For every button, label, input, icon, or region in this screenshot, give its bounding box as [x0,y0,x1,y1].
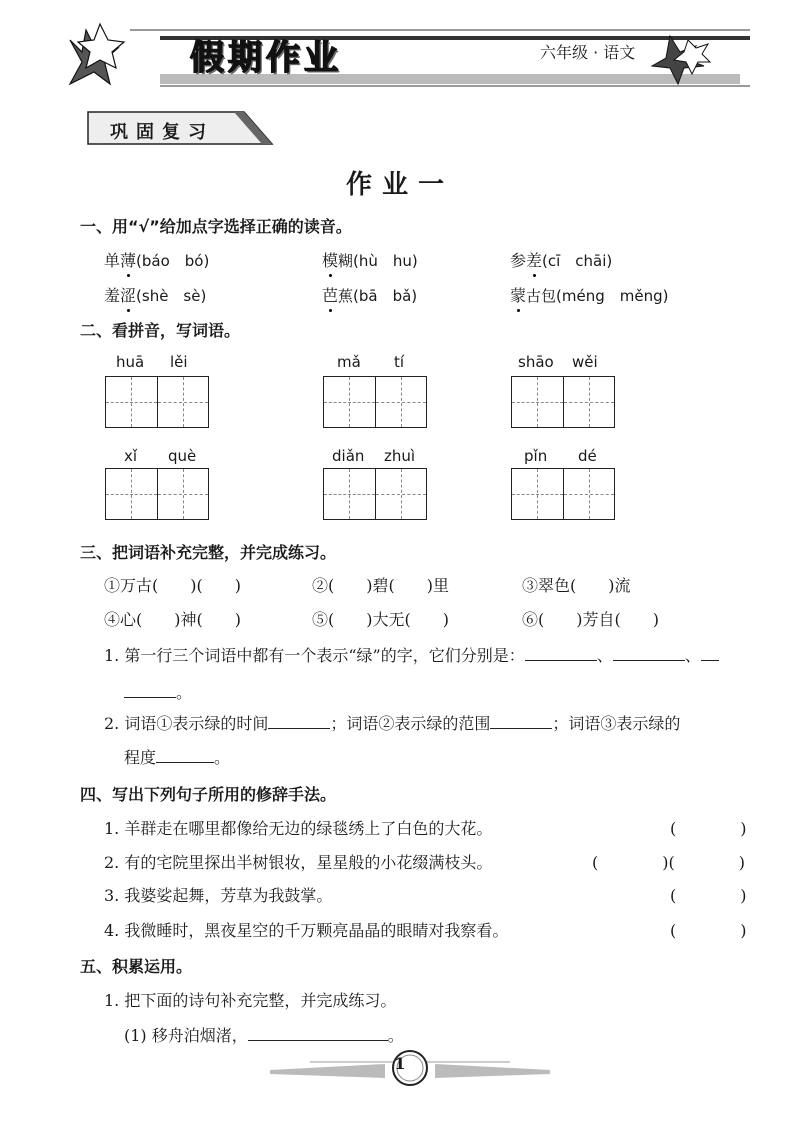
pinyin-label: dé [578,447,597,465]
poem-line: (1) 移舟泊烟渚， 。 [124,1026,404,1045]
q1-item: 模糊(hù hu) [322,251,418,270]
answer-parentheses[interactable]: ( ) [670,819,747,838]
answer-blank[interactable] [248,1024,388,1041]
q4-heading: 四、写出下列句子所用的修辞手法。 [80,785,337,804]
pinyin-label: lěi [170,353,188,371]
q3-sub2-cont: 程度 。 [124,748,231,767]
q1-heading: 一、用“√”给加点字选择正确的读音。 [80,217,352,236]
idiom-item: ⑥( )芳自( ) [522,610,659,629]
answer-blank[interactable] [490,712,552,729]
sentence-item: 2. 有的宅院里探出半树银妆，星星般的小花缀满枝头。 [104,853,493,872]
section-label: 巩固复习 [110,122,214,143]
pinyin-label: xǐ [124,447,138,465]
q1-item: 羞涩(shè sè) [104,286,207,305]
pinyin-label: mǎ [337,353,361,371]
answer-parentheses[interactable]: ( ) [670,886,747,905]
answer-parentheses[interactable]: ( ) [670,921,747,940]
pinyin-label: què [168,447,197,465]
header-banner [60,22,760,92]
q3-heading: 三、把词语补充完整，并完成练习。 [80,543,337,562]
writing-grid[interactable] [105,376,209,428]
pinyin-label: huā [116,353,145,371]
idiom-item: ⑤( )大无( ) [312,610,449,629]
sentence-item: 3. 我婆娑起舞，芳草为我鼓掌。 [104,886,333,905]
q5-sub1: 1. 把下面的诗句补充完整，并完成练习。 [104,991,397,1010]
answer-blank[interactable] [156,746,214,763]
answer-blank[interactable] [124,681,176,698]
answer-parentheses[interactable]: ( )( ) [592,853,745,872]
pinyin-label: tí [394,353,405,371]
page-number: 1 [394,1054,406,1073]
answer-blank[interactable] [613,644,685,661]
pinyin-label: zhuì [384,447,416,465]
answer-blank[interactable] [525,644,597,661]
header-title: 假期作业 [190,38,342,78]
answer-blank[interactable] [701,644,719,661]
grade-label: 六年级 · 语文 [540,43,636,62]
pinyin-label: wěi [572,353,598,371]
q3-sub2: 2. 词语①表示绿的时间 ；词语②表示绿的范围 ；词语③表示绿的 [104,714,681,733]
writing-grid[interactable] [511,468,615,520]
q3-sub1-cont: 。 [124,680,192,703]
sentence-item: 4. 我微睡时，黑夜星空的千万颗亮晶晶的眼睛对我察看。 [104,921,509,940]
sentence-item: 1. 羊群走在哪里都像给无边的绿毯绣上了白色的大花。 [104,819,493,838]
pinyin-label: shāo [518,353,554,371]
q1-item: 参差(cī chāi) [510,251,613,270]
q1-item: 芭蕉(bā bǎ) [322,286,418,305]
writing-grid[interactable] [511,376,615,428]
homework-title: 作业一 [345,170,454,200]
idiom-item: ①万古( )( ) [104,576,241,595]
q1-item: 蒙古包(méng měng) [510,286,669,305]
idiom-item: ②( )碧( )里 [312,576,449,595]
idiom-item: ③翠色( )流 [522,576,631,595]
q1-item: 单薄(báo bó) [104,251,210,270]
writing-grid[interactable] [323,468,427,520]
writing-grid[interactable] [323,376,427,428]
pinyin-label: diǎn [332,447,365,465]
q3-sub1: 1. 第一行三个词语中都有一个表示“绿”的字，它们分别是： 、 、 [104,643,719,666]
writing-grid[interactable] [105,468,209,520]
idiom-item: ④心( )神( ) [104,610,241,629]
answer-blank[interactable] [268,712,330,729]
q5-heading: 五、积累运用。 [80,957,193,976]
pinyin-label: pǐn [524,447,548,465]
q2-heading: 二、看拼音，写词语。 [80,321,241,340]
